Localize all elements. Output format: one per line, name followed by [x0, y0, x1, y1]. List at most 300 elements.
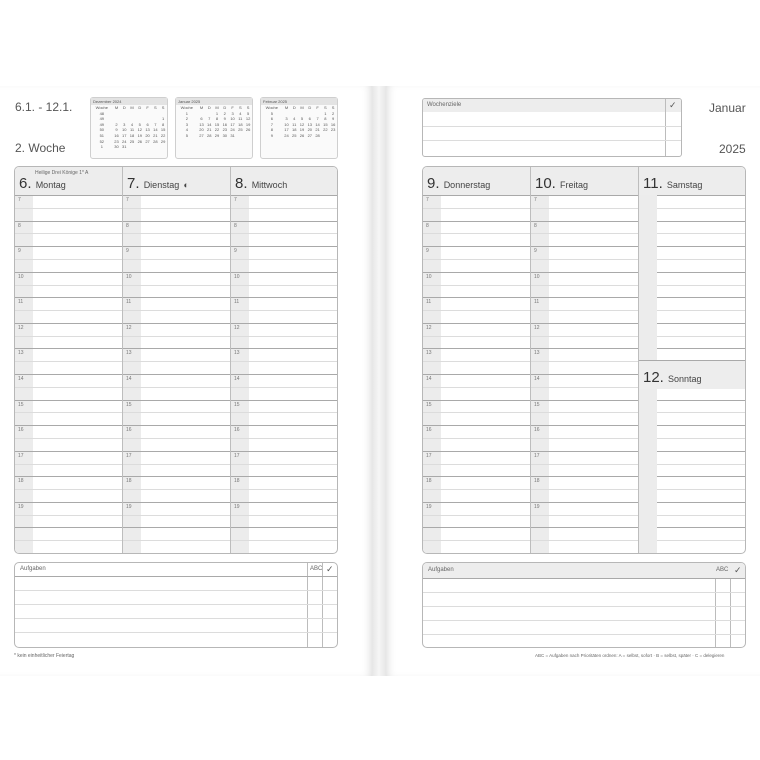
hour-line — [423, 527, 745, 528]
day-number: 6. — [19, 175, 32, 192]
mini-calendar-january — [175, 97, 253, 159]
half-hour-line — [15, 515, 337, 516]
hour-label: 13 — [426, 350, 432, 357]
hour-label: 19 — [18, 503, 24, 510]
mini-calendar-cell: 25 — [238, 127, 243, 133]
mini-calendar-cell: 25 — [129, 138, 135, 144]
hour-line — [15, 425, 337, 426]
mini-calendar-cell: 3 — [231, 110, 234, 116]
hour-line — [15, 221, 337, 222]
hour-line — [423, 400, 745, 401]
hour-label: 16 — [426, 427, 432, 434]
half-hour-line — [423, 438, 745, 439]
mini-calendar-cell: 1 — [100, 144, 103, 150]
hour-line — [15, 297, 337, 298]
day-header-sunday — [639, 360, 745, 389]
mini-calendar-cell: 16 — [114, 132, 119, 138]
hour-label: 9 — [426, 248, 429, 255]
half-hour-line — [15, 464, 337, 465]
mini-calendar-cell: 7 — [316, 116, 319, 122]
hour-line — [15, 502, 337, 503]
hour-line — [15, 246, 337, 247]
half-hour-line — [423, 540, 745, 541]
mini-calendar-cell: 19 — [137, 132, 143, 138]
half-hour-line — [423, 515, 745, 516]
hour-label: 10 — [534, 273, 540, 280]
day-name: Dienstag — [143, 180, 180, 190]
mini-calendar-cell: 13 — [307, 121, 313, 127]
mini-calendar-cell: 6 — [308, 116, 311, 122]
mini-calendar-cell: 22 — [214, 127, 220, 133]
hour-label: 18 — [234, 478, 240, 485]
mini-calendar-cell: M — [199, 105, 204, 110]
day-number: 9. — [427, 175, 440, 192]
mini-calendar-february — [260, 97, 338, 159]
hour-line — [423, 246, 745, 247]
hour-label: 18 — [426, 478, 432, 485]
mini-calendar-cell — [244, 133, 252, 139]
mini-calendar-cell: 52 — [99, 138, 105, 144]
mini-calendar-cell — [128, 144, 136, 150]
half-hour-line — [15, 336, 337, 337]
mini-calendar-cell — [159, 144, 167, 150]
half-hour-line — [15, 412, 337, 413]
mini-calendar-cell: 21 — [315, 127, 320, 133]
hour-label: 13 — [534, 350, 540, 357]
mini-calendar-cell: 17 — [230, 121, 235, 127]
mini-calendar-cell: 2 — [223, 110, 226, 116]
mini-calendar-cell: 23 — [114, 138, 119, 144]
mini-calendar-cell: 17 — [284, 127, 289, 133]
mini-calendar-cell: 50 — [99, 127, 105, 133]
tasks-label: Aufgaben — [20, 566, 46, 572]
mini-calendar-cell: 20 — [145, 132, 150, 138]
mini-calendar-cell: 31 — [122, 144, 127, 150]
mini-calendar-cell: D — [292, 105, 296, 110]
check-icon: ✓ — [669, 100, 677, 110]
mini-calendar-cell: 10 — [230, 116, 235, 122]
hour-line — [15, 451, 337, 452]
mini-calendar-cell: 8 — [324, 116, 327, 122]
hour-label: 9 — [534, 248, 537, 255]
mini-calendar-title: Februar 2025 — [261, 98, 337, 105]
mini-calendar-cell: F — [231, 105, 234, 110]
mini-calendar-cell: S — [331, 105, 335, 110]
mini-calendar-cell: 28 — [153, 138, 158, 144]
mini-calendar-cell: S — [323, 105, 327, 110]
mini-calendar-cell: 8 — [161, 121, 165, 127]
mini-calendar-cell: Woche — [265, 105, 278, 110]
hour-line — [423, 221, 745, 222]
mini-calendar-cell: Woche — [180, 105, 193, 110]
abc-priority-label: ABC — [716, 567, 729, 573]
mini-calendar-cell: 6 — [146, 121, 149, 127]
mini-calendar-cell: 2 — [331, 110, 335, 116]
hour-label: 8 — [426, 222, 429, 229]
mini-calendar-cell: 22 — [323, 127, 328, 133]
half-hour-line — [423, 233, 745, 234]
mini-calendar-cell: D — [207, 105, 211, 110]
mini-calendar-cell: 21 — [207, 127, 212, 133]
half-hour-line — [15, 387, 337, 388]
mini-calendar-cell: 10 — [122, 127, 127, 133]
hour-label: 13 — [234, 350, 240, 357]
hour-label: 15 — [234, 401, 240, 408]
half-hour-line — [423, 336, 745, 337]
hour-label: 9 — [234, 248, 237, 255]
mini-calendar-cell: 13 — [199, 121, 204, 127]
hour-label: 18 — [534, 478, 540, 485]
mini-calendar-cell: F — [146, 105, 149, 110]
mini-calendar-cell: 14 — [207, 121, 212, 127]
mini-calendar-cell: M — [130, 105, 134, 110]
mini-calendar-cell: 30 — [222, 132, 228, 138]
mini-calendar-cell: 5 — [300, 116, 304, 122]
mini-calendar-cell: 1 — [185, 110, 188, 116]
mini-calendar-cell: 19 — [299, 127, 305, 133]
day-name: Freitag — [560, 180, 589, 190]
mini-calendar-cell — [144, 144, 152, 150]
mini-calendar-cell: 12 — [137, 127, 143, 133]
mini-calendar-cell: 23 — [330, 127, 336, 133]
half-hour-line — [423, 310, 745, 311]
day-column-divider — [122, 167, 123, 553]
check-icon: ✓ — [326, 564, 334, 574]
mini-calendar-cell: 5 — [270, 110, 273, 116]
mini-calendar-cell: 19 — [245, 121, 251, 127]
half-hour-line — [15, 489, 337, 490]
hour-line — [15, 553, 337, 554]
hour-label: 14 — [126, 376, 132, 382]
mini-calendar-cell: 31 — [230, 132, 235, 138]
hour-label: 19 — [234, 503, 240, 510]
mini-calendar-cell: 25 — [292, 132, 297, 138]
hour-label: 12 — [534, 324, 540, 331]
hour-label: 7 — [534, 197, 537, 203]
hour-label: 14 — [18, 376, 24, 382]
mini-calendar-cell: 24 — [122, 138, 127, 144]
hour-label: 7 — [126, 197, 129, 203]
hour-line — [423, 195, 745, 196]
mini-calendar-cell: 16 — [330, 121, 336, 127]
mini-calendar-cell: 15 — [160, 127, 166, 133]
left-grid-body — [15, 167, 337, 553]
mini-calendar-cell: 24 — [230, 127, 235, 133]
hour-label: 11 — [234, 299, 240, 306]
week-goals-label: Wochenziele — [427, 102, 462, 108]
mini-calendar-cell: D — [122, 105, 126, 110]
half-hour-line — [423, 464, 745, 465]
mini-calendar-cell: 18 — [129, 132, 135, 138]
mini-calendar-cell: 28 — [315, 132, 320, 138]
hour-label: 14 — [534, 376, 540, 382]
hour-line — [423, 502, 745, 503]
mini-calendar-cell: 4 — [130, 121, 134, 127]
hour-label: 10 — [126, 273, 132, 280]
mini-calendar-cell: 18 — [238, 121, 243, 127]
hour-label: 12 — [426, 324, 432, 331]
mini-calendar-cell: 6 — [200, 116, 203, 122]
book-gutter — [372, 86, 386, 676]
hour-line — [423, 476, 745, 477]
mini-calendar-cell: S — [238, 105, 242, 110]
mini-calendar-cell: 26 — [245, 127, 251, 133]
hour-label: 7 — [234, 197, 237, 203]
half-hour-line — [15, 310, 337, 311]
right-day-grid — [422, 166, 746, 554]
mini-calendar-cell: 1 — [324, 110, 327, 116]
mini-calendar-cell: 6 — [270, 116, 273, 122]
mini-calendar-cell: 7 — [208, 116, 211, 122]
hour-label: 15 — [126, 401, 132, 408]
mini-calendar-cell: 1 — [215, 110, 219, 116]
holiday-marker: 1* A — [79, 170, 89, 176]
hour-label: 11 — [126, 299, 132, 306]
mini-calendar-cell: 11 — [129, 127, 135, 133]
half-hour-line — [15, 285, 337, 286]
hour-label: 11 — [18, 299, 24, 306]
hour-label: 16 — [18, 427, 24, 434]
hour-label: 17 — [234, 452, 240, 459]
hour-line — [15, 348, 337, 349]
day-number: 10. — [535, 175, 556, 192]
mini-calendar-cell: 27 — [199, 132, 204, 138]
day-name: Montag — [35, 180, 66, 190]
day-number: 8. — [235, 175, 248, 192]
hour-label: 19 — [534, 503, 540, 510]
mini-calendar-cell: M — [215, 105, 219, 110]
mini-calendar-cell: 2 — [115, 121, 118, 127]
mini-calendar-cell — [329, 133, 337, 139]
half-hour-line — [15, 259, 337, 260]
mini-calendar-cell: 9 — [270, 132, 273, 138]
mini-calendar-cell: 14 — [315, 121, 320, 127]
hour-label: 7 — [426, 197, 429, 203]
hour-line — [423, 348, 745, 349]
hour-label: 10 — [234, 273, 240, 280]
mini-calendar-december — [90, 97, 168, 159]
hour-line — [423, 451, 745, 452]
mini-calendar-cell: 22 — [160, 132, 166, 138]
holiday-footnote: * kein einheitlicher Feiertag — [14, 653, 75, 659]
hour-label: 18 — [18, 478, 24, 485]
half-hour-line — [423, 208, 745, 209]
mini-calendar-cell: F — [316, 105, 319, 110]
mini-calendar-cell: S — [161, 105, 165, 110]
mini-calendar-cell: 8 — [270, 127, 273, 133]
hour-line — [423, 425, 745, 426]
hour-label: 15 — [426, 401, 432, 408]
mini-calendar-cell: 7 — [154, 121, 157, 127]
hour-label: 14 — [426, 376, 432, 382]
hour-label: 19 — [426, 503, 432, 510]
hour-label: 12 — [126, 324, 132, 331]
hour-label: 10 — [426, 273, 432, 280]
half-hour-line — [15, 233, 337, 234]
hour-label: 16 — [126, 427, 132, 434]
mini-calendar-cell: 9 — [223, 116, 226, 122]
holiday-note: Heilige Drei Könige — [35, 170, 78, 176]
hour-line — [15, 476, 337, 477]
day-name: Mittwoch — [251, 180, 288, 190]
mini-calendar-title: Dezember 2024 — [91, 98, 167, 105]
mini-calendar-cell: 4 — [239, 110, 242, 116]
mini-calendar-cell: 3 — [285, 116, 288, 122]
day-number: 12. — [643, 369, 664, 386]
mini-calendar-cell: 20 — [199, 127, 204, 133]
hour-label: 11 — [534, 299, 540, 306]
mini-calendar-cell: 26 — [299, 132, 305, 138]
mini-calendar-cell: 51 — [99, 132, 105, 138]
mini-calendar-cell: 11 — [292, 121, 297, 127]
day-name: Samstag — [666, 180, 703, 190]
mini-calendar-cell: 29 — [160, 138, 166, 144]
mini-calendar-cell: 8 — [215, 116, 219, 122]
abc-footnote: ABC = Aufgaben nach Prioritäten ordnen: A = selbst, sofort · B = selbst, später · C = delegieren — [535, 653, 725, 658]
hour-label: 16 — [234, 427, 240, 434]
mini-calendar-cell: 21 — [153, 132, 158, 138]
mini-calendar-cell: 20 — [307, 127, 313, 133]
mini-calendar-title: Januar 2025 — [176, 98, 252, 105]
mini-calendar-grid — [176, 105, 252, 139]
mini-calendar-cell: 10 — [284, 121, 289, 127]
hour-line — [423, 553, 745, 554]
month-label: Januar — [709, 101, 746, 115]
mini-calendar-cell: 9 — [115, 127, 118, 133]
hour-line — [15, 374, 337, 375]
half-hour-line — [423, 259, 745, 260]
mini-calendar-grid — [261, 105, 337, 139]
mini-calendar-cell: M — [300, 105, 304, 110]
mini-calendar-cell: D — [138, 105, 142, 110]
mini-calendar-cell: 2 — [185, 116, 188, 122]
mini-calendar-cell: 16 — [222, 121, 228, 127]
left-tasks-box — [14, 562, 338, 648]
mini-calendar-cell: 28 — [207, 132, 212, 138]
hour-line — [15, 195, 337, 196]
hour-label: 15 — [18, 401, 24, 408]
hour-line — [15, 323, 337, 324]
mini-calendar-cell: S — [246, 105, 250, 110]
mini-calendar-cell: M — [284, 105, 289, 110]
right-tasks-box — [422, 562, 746, 648]
mini-calendar-cell: 29 — [214, 132, 220, 138]
mini-calendar-cell: 30 — [114, 144, 119, 150]
year-label: 2025 — [719, 142, 746, 156]
mini-calendar-cell: 13 — [145, 127, 150, 133]
half-hour-line — [423, 412, 745, 413]
hour-label: 17 — [534, 452, 540, 459]
mini-calendar-cell: 18 — [292, 127, 297, 133]
mini-calendar-cell: 49 — [99, 116, 105, 122]
mini-calendar-cell: 48 — [99, 110, 105, 116]
mini-calendar-cell: 5 — [138, 121, 141, 127]
mini-calendar-cell: 27 — [145, 138, 150, 144]
hour-label: 7 — [18, 197, 21, 203]
mini-calendar-cell: 3 — [185, 121, 188, 127]
hour-label: 13 — [126, 350, 132, 357]
week-goals-box — [422, 98, 682, 157]
mini-calendar-cell: 4 — [293, 116, 296, 122]
mini-calendar-cell: 9 — [331, 116, 335, 122]
mini-calendar-cell: 26 — [137, 138, 143, 144]
hour-label: 12 — [18, 324, 24, 331]
mini-calendar-cell: 27 — [307, 132, 313, 138]
hour-label: 9 — [126, 248, 129, 255]
half-hour-line — [15, 208, 337, 209]
moon-phase-icon: ◐ — [183, 180, 189, 190]
hour-label: 17 — [426, 452, 432, 459]
mini-calendar-cell: 49 — [99, 121, 105, 127]
mini-calendar-cell: 23 — [222, 127, 228, 133]
hour-label: 8 — [234, 222, 237, 229]
mini-calendar-cell: 12 — [299, 121, 305, 127]
week-label: 2. Woche — [15, 141, 66, 155]
hour-label: 8 — [126, 222, 129, 229]
hour-label: 17 — [18, 452, 24, 459]
hour-line — [15, 527, 337, 528]
hour-label: 18 — [126, 478, 132, 485]
hour-label: 15 — [534, 401, 540, 408]
day-number: 11. — [643, 175, 663, 192]
hour-line — [423, 272, 745, 273]
hour-label: 13 — [18, 350, 24, 357]
day-name: Donnerstag — [443, 180, 491, 190]
half-hour-line — [423, 489, 745, 490]
mini-calendar-cell — [321, 133, 329, 139]
hour-line — [15, 400, 337, 401]
tasks-label: Aufgaben — [428, 567, 454, 573]
mini-calendar-cell: 11 — [238, 116, 243, 122]
day-number: 7. — [127, 175, 140, 192]
mini-calendar-cell: 17 — [122, 132, 127, 138]
mini-calendar-cell: 5 — [185, 132, 188, 138]
mini-calendar-cell: 1 — [161, 116, 165, 122]
hour-label: 16 — [534, 427, 540, 434]
hour-label: 17 — [126, 452, 132, 459]
half-hour-line — [423, 285, 745, 286]
mini-calendar-cell: S — [153, 105, 157, 110]
day-column-divider — [530, 167, 531, 553]
date-range: 6.1. - 12.1. — [15, 100, 73, 114]
mini-calendar-grid — [91, 105, 167, 150]
mini-calendar-cell: 24 — [284, 132, 289, 138]
day-name: Sonntag — [668, 374, 702, 384]
mini-calendar-cell: D — [308, 105, 312, 110]
mini-calendar-cell — [136, 144, 144, 150]
hour-line — [15, 272, 337, 273]
hour-label: 12 — [234, 324, 240, 331]
mini-calendar-cell: 5 — [246, 110, 250, 116]
mini-calendar-cell: 15 — [323, 121, 328, 127]
check-icon: ✓ — [734, 565, 742, 575]
abc-priority-label: ABC — [310, 566, 323, 572]
mini-calendar-cell: 15 — [214, 121, 220, 127]
mini-calendar-cell: 3 — [123, 121, 126, 127]
hour-label: 8 — [18, 222, 21, 229]
hour-label: 11 — [426, 299, 432, 306]
hour-label: 8 — [534, 222, 537, 229]
mini-calendar-cell: D — [223, 105, 227, 110]
mini-calendar-cell: Woche — [95, 105, 108, 110]
half-hour-line — [15, 438, 337, 439]
mini-calendar-cell: 7 — [270, 121, 273, 127]
left-day-grid — [14, 166, 338, 554]
hour-line — [423, 297, 745, 298]
half-hour-line — [15, 361, 337, 362]
mini-calendar-cell: 14 — [153, 127, 158, 133]
hour-line — [423, 323, 745, 324]
